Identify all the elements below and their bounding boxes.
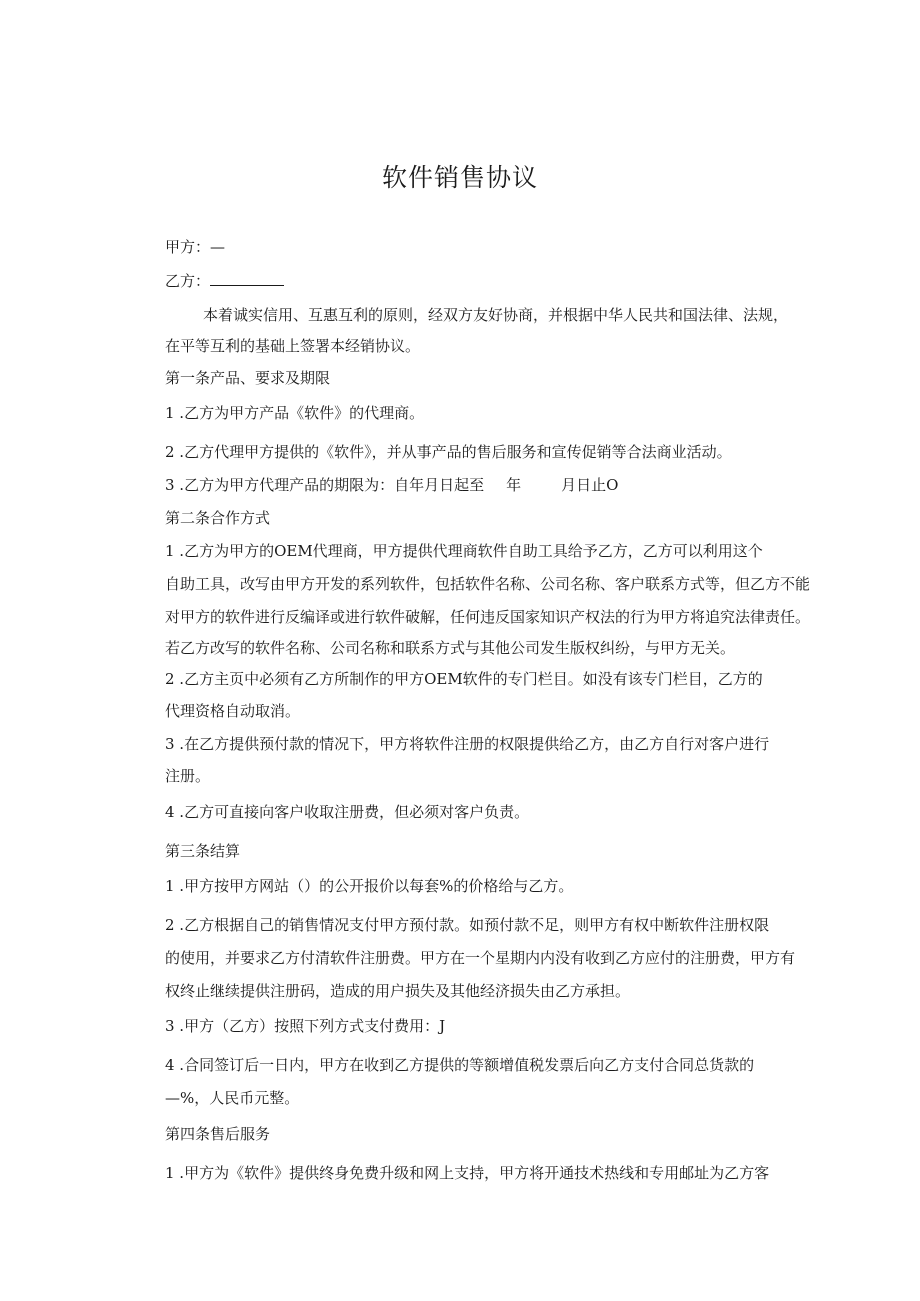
term-text-c: 月日止O	[561, 476, 619, 494]
article-3-item-2-line-2: 的使用，并要求乙方付清软件注册费。甲方在一个星期内内没有收到乙方应付的注册费，甲方有	[165, 949, 796, 967]
article-2-heading: 第二条合作方式	[165, 509, 271, 527]
article-1-item-1: 1 .乙方为甲方产品《软件》的代理商。	[165, 404, 425, 422]
term-text-b: 年	[506, 476, 522, 494]
party-a-line: 甲方：—	[165, 238, 226, 256]
article-3-item-4-line-2: —%，人民币元整。	[165, 1089, 300, 1107]
article-1-heading: 第一条产品、要求及期限	[165, 369, 331, 387]
intro-line-2: 在平等互利的基础上签署本经销协议。	[165, 337, 421, 355]
article-2-item-3-line-2: 注册。	[165, 767, 211, 785]
article-2-item-2-line-2: 代理资格自动取消。	[165, 702, 301, 720]
document-title: 软件销售协议	[381, 163, 538, 192]
article-1-item-2: 2 .乙方代理甲方提供的《软件》，并从事产品的售后服务和宣传促销等合法商业活动。	[165, 443, 732, 461]
article-3-item-2-line-3: 权终止继续提供注册码，造成的用户损失及其他经济损失由乙方承担。	[165, 982, 631, 1000]
article-3-heading: 第三条结算	[165, 842, 241, 860]
party-b-blank	[210, 271, 284, 286]
party-b-line	[165, 271, 284, 291]
article-2-item-1-line-1: 1 .乙方为甲方的OEM代理商，甲方提供代理商软件自助工具给予乙方，乙方可以利用这个	[165, 542, 763, 560]
article-2-item-3-line-1: 3 .在乙方提供预付款的情况下，甲方将软件注册的权限提供给乙方，由乙方自行对客户进行	[165, 735, 770, 753]
article-4-item-1: 1 .甲方为《软件》提供终身免费升级和网上支持，甲方将开通技术热线和专用邮址为乙方客	[165, 1164, 770, 1182]
article-3-item-2-line-1: 2 .乙方根据自己的销售情况支付甲方预付款。如预付款不足，则甲方有权中断软件注册权限	[165, 916, 770, 934]
party-b-label: 乙方：	[165, 272, 211, 290]
article-3-item-4-line-1: 4 .合同签订后一日内，甲方在收到乙方提供的等额增值税发票后向乙方支付合同总货款的	[165, 1056, 755, 1074]
term-text-a: 3 .乙方为甲方代理产品的期限为：自年月日起至	[165, 476, 485, 494]
article-2-item-1-line-2: 自助工具，改写由甲方开发的系列软件，包括软件名称、公司名称、客户联系方式等，但乙方不能	[165, 575, 811, 593]
article-2-item-4: 4 .乙方可直接向客户收取注册费，但必须对客户负责。	[165, 803, 530, 821]
article-2-item-2-line-1: 2 .乙方主页中必须有乙方所制作的甲方OEM软件的专门栏目。如没有该专门栏目，乙方的	[165, 670, 763, 688]
article-2-item-1-line-3: 对甲方的软件进行反编译或进行软件破解，任何违反国家知识产权法的行为甲方将追究法律责任。	[165, 608, 811, 626]
article-3-item-1: 1 .甲方按甲方网站（）的公开报价以每套%的价格给与乙方。	[165, 877, 574, 895]
article-1-item-3	[165, 475, 618, 495]
intro-line-1: 本着诚实信用、互惠互利的原则，经双方友好协商，并根据中华人民共和国法律、法规，	[203, 306, 789, 324]
article-2-item-1-line-4: 若乙方改写的软件名称、公司名称和联系方式与其他公司发生版权纠纷，与甲方无关。	[165, 639, 736, 657]
article-4-heading: 第四条售后服务	[165, 1125, 271, 1143]
article-3-item-3: 3 .甲方（乙方）按照下列方式支付费用：J	[165, 1017, 446, 1035]
